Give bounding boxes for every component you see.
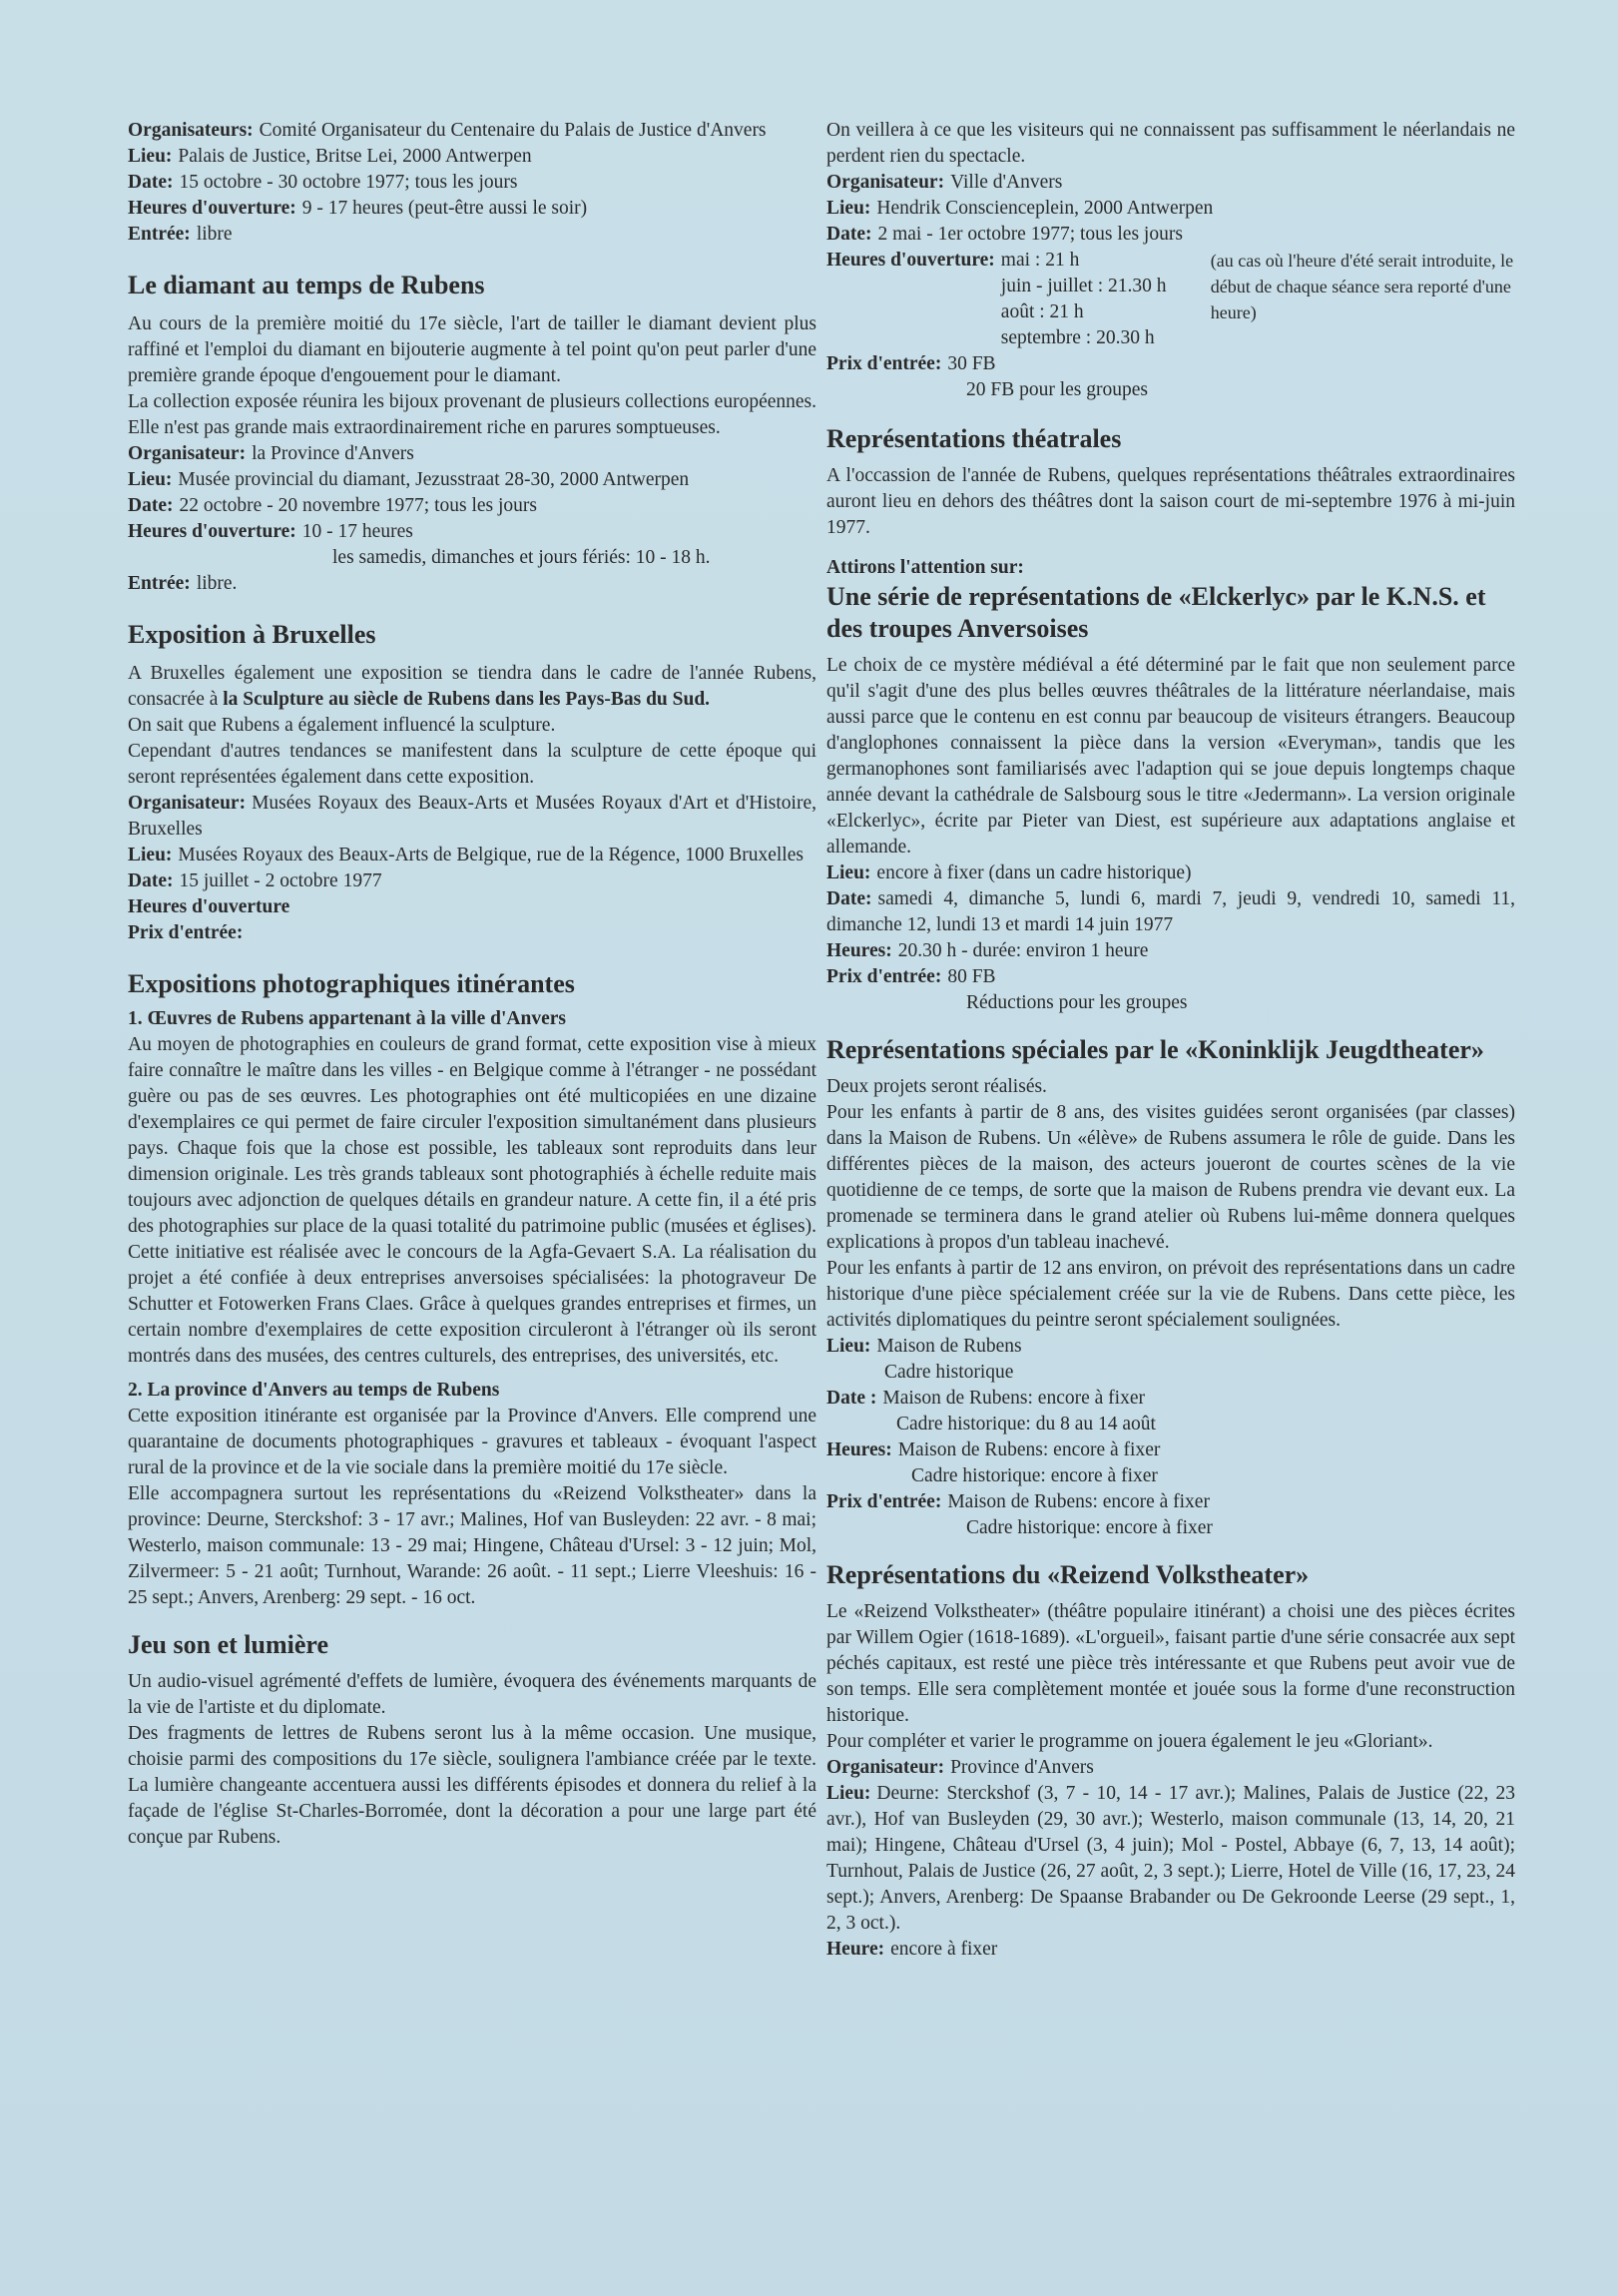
field-value: samedi 4, dimanche 5, lundi 6, mardi 7, jeudi 9, vendredi 10, samedi 11, dimanche 12, lundi 13 et mardi 14 juin 1977 — [826, 888, 1515, 935]
paragraph: On sait que Rubens a également influencé la sculpture. — [128, 715, 556, 736]
section-title-elckerlyc: Une série de représentations de «Elckerlyc» par le K.N.S. et des troupes Anversoises — [826, 582, 1486, 643]
prix-line-2: Cadre historique: encore à fixer — [966, 1517, 1213, 1538]
right-column — [826, 118, 1515, 1963]
field-value: 9 - 17 heures (peut-être aussi le soir) — [301, 198, 588, 219]
field-label: Date: — [128, 172, 174, 193]
heures-line — [128, 519, 816, 545]
date-line — [826, 222, 1515, 248]
field-value: 22 octobre - 20 novembre 1977; tous les jours — [179, 495, 538, 516]
field-value: Province d'Anvers — [950, 1757, 1094, 1778]
field-value: libre. — [196, 573, 238, 594]
heures-line — [128, 196, 816, 222]
subsection-title-1: 1. Œuvres de Rubens appartenant à la ville d'Anvers — [128, 1008, 566, 1029]
field-label: Lieu: — [128, 845, 173, 865]
field-value: Maison de Rubens: encore à fixer — [897, 1439, 1161, 1460]
field-value: encore à fixer — [890, 1939, 998, 1960]
field-label: Date: — [128, 870, 174, 891]
field-value: Maison de Rubens: encore à fixer — [882, 1388, 1145, 1409]
paragraph-text: A Bruxelles également une exposition se tiendra dans le cadre de l'année Rubens, consacrée à — [128, 663, 816, 710]
heures-line — [826, 938, 1515, 964]
lieu-line — [826, 196, 1515, 222]
section-title-jeu-son: Jeu son et lumière — [128, 1630, 328, 1659]
section-title-reizend: Représentations du «Reizend Volkstheater» — [826, 1560, 1310, 1589]
paragraph: Au cours de la première moitié du 17e siècle, l'art de tailler le diamant devient plus raffiné et l'emploi du diamant en bijouterie augmente à tel point qu'on peut parler d'une première grande époque d'engouement pour le diamant. — [128, 313, 816, 386]
field-label: Lieu: — [128, 146, 173, 167]
paragraph: Elle accompagnera surtout les représentations du «Reizend Volkstheater» dans la province: Deurne, Sterckshof: 3 - 17 avr.; Malines, Hof van Busleyden: 22 avr. - 8 mai; Westerlo, maison communale: 13 - 29 mai; Hingene, Château d'Ursel: 3 - 12 juin; Mol, Zilvermeer: 5 - 21 août; Turnhout, Warande: 26 août. - 11 sept.; Lierre Vleeshuis: 16 - 25 sept.; Anvers, Arenberg: 29 sept. - 16 oct. — [128, 1483, 816, 1608]
field-value: Hendrik Conscienceplein, 2000 Antwerpen — [876, 198, 1214, 219]
schedule-line: août : 21 h — [1000, 301, 1084, 322]
paragraph: Le «Reizend Volkstheater» (théâtre populaire itinérant) a choisi une des pièces écrites par Willem Ogier (1618-1689). «L'orgueil», faisant partie d'une série consacrée aux sept péchés capitaux, est resté une pièce très intéressante et que Rubens peut avoir vue de son temps. Elle sera complètement montée et jouée sous la forme d'une reconstruction historique. — [826, 1601, 1515, 1726]
field-label: Entrée: — [128, 573, 191, 594]
paragraph: Au moyen de photographies en couleurs de grand format, cette exposition vise à mieux faire connaître le maître dans les villes - en Belgique comme à l'étranger - ne possédant guère ou pas de ses œuvres. Les photographies ont été multicopiées en une dizaine d'exemplaires ce qui permet de faire circuler l'exposition simultanément dans plusieurs pays. Chaque fois que la chose est possible, les tableaux sont reproduits dans leur dimension originale. Les très grands tableaux sont photographiés à échelle reduite mais toujours avec adjonction de quelques détails en grandeur nature. A cette fin, il a été pris des photographies sur place de la quasi totalité du patrimoine public (musées et églises). Cette initiative est réalisée avec le concours de la Agfa-Gevaert S.A. La réalisation du projet a été confiée à deux entreprises anversoises spécialisées: la photograveur De Schutter et Fotowerken Frans Claes. Grâce à quelques grandes entreprises et firmes, un certain nombre d'exemplaires de cette exposition circuleront à l'étranger où ils seront montrés dans des musées, des centres culturels, des entreprises, des universités, etc. — [128, 1034, 816, 1367]
date-line — [128, 170, 816, 196]
prix-line — [826, 351, 1515, 377]
heures-label: Heures d'ouverture — [128, 896, 290, 917]
section-title-theatrales: Représentations théatrales — [826, 424, 1122, 453]
field-label: Lieu: — [826, 198, 871, 219]
organisateur-line — [826, 1755, 1515, 1781]
organisateur-line — [826, 170, 1515, 196]
lieu-line — [826, 1781, 1515, 1937]
field-value: libre — [196, 224, 233, 245]
paragraph: Un audio-visuel agrémenté d'effets de lumière, évoquera des événements marquants de la vie de l'artiste et du diplomate. — [128, 1671, 816, 1718]
paragraph: Pour compléter et varier le programme on jouera également le jeu «Gloriant». — [826, 1731, 1433, 1752]
date-line — [128, 868, 816, 894]
schedule-line: mai : 21 h — [1000, 250, 1080, 271]
field-value: Ville d'Anvers — [950, 172, 1063, 193]
section-title-photographiques: Expositions photographiques itinérantes — [128, 969, 575, 998]
paragraph: Le choix de ce mystère médiéval a été déterminé par le fait que non seulement parce qu'il s'agit d'une des plus belles œuvres théâtrales de la littérature néerlandaise, mais aussi parce que le contenu en est connu par beaucoup de visiteurs étrangers. Beaucoup d'anglophones connaissent la pièce dans la version «Everyman», tandis que les germanophones sont familiarisés avec l'adaption qui se joue depuis longtemps chaque année devant la cathédrale de Salsbourg sous le titre «Jedermann». La version originale «Elckerlyc», écrite par Pieter van Diest, est supérieure aux adaptations anglaise et allemande. — [826, 655, 1515, 858]
lieu-line-2: Cadre historique — [884, 1362, 1014, 1383]
lieu-line — [826, 861, 1515, 886]
heures-schedule — [1001, 248, 1211, 351]
entree-line — [128, 571, 816, 597]
heures-line-2: Cadre historique: encore à fixer — [911, 1465, 1158, 1486]
field-value: Musées Royaux des Beaux-Arts de Belgique, rue de la Régence, 1000 Bruxelles — [178, 845, 804, 865]
subsection-title-2: 2. La province d'Anvers au temps de Rubens — [128, 1380, 500, 1401]
schedule-note: (au cas où l'heure d'été serait introduite, le début de chaque séance sera reporté d'une heure) — [1210, 251, 1514, 322]
field-label: Organisateur: — [128, 443, 247, 464]
field-label: Heure: — [826, 1939, 885, 1960]
field-label: Lieu: — [128, 469, 173, 490]
paragraph-emphasis: la Sculpture au siècle de Rubens dans les Pays-Bas du Sud. — [223, 689, 711, 710]
prix-line — [826, 1489, 1515, 1515]
field-value: Comité Organisateur du Centenaire du Palais de Justice d'Anvers — [259, 120, 767, 141]
date-line — [128, 493, 816, 519]
lieu-line — [128, 467, 816, 493]
field-label: Heures d'ouverture: — [826, 250, 995, 271]
field-label: Organisateur: — [826, 1757, 945, 1778]
field-value: encore à fixer (dans un cadre historique) — [876, 862, 1192, 883]
section-title-diamant: Le diamant au temps de Rubens — [128, 271, 485, 299]
left-column — [128, 118, 816, 1851]
field-label: Heures d'ouverture: — [128, 198, 296, 219]
field-label: Date: — [826, 224, 872, 245]
schedule-line: juin - juillet : 21.30 h — [1000, 276, 1167, 296]
date-line — [826, 1386, 1515, 1412]
field-value: 15 octobre - 30 octobre 1977; tous les jours — [179, 172, 518, 193]
field-label: Heures: — [826, 1439, 892, 1460]
paragraph: Cette exposition itinérante est organisée par la Province d'Anvers. Elle comprend une quarantaine de documents photographiques - gravures et tableaux - évoquant l'aspect rural de la province et de la vie sociale dans la première moitié du 17e siècle. — [128, 1406, 816, 1478]
field-label: Organisateur: — [128, 793, 247, 814]
paragraph: A l'occassion de l'année de Rubens, quelques représentations théâtrales extraordinaires auront lieu en dehors des théâtres dont la saison court de mi-septembre 1976 à mi-juin 1977. — [826, 465, 1515, 538]
field-value: 2 mai - 1er octobre 1977; tous les jours — [877, 224, 1183, 245]
prix-line-2: 20 FB pour les groupes — [966, 379, 1148, 400]
organisateur-line — [128, 441, 816, 467]
field-label: Organisateur: — [826, 172, 945, 193]
organisateurs-line — [128, 118, 816, 144]
field-label: Heures: — [826, 940, 892, 961]
paragraph: Des fragments de lettres de Rubens seront lus à la même occasion. Une musique, choisie parmi des compositions du 17e siècle, soulignera l'ambiance créée par le texte. La lumière changeante accentuera aussi les différents épisodes et donnera du relief à la façade de l'église St-Charles-Borromée, dont la décoration a pour une large part été conçue par Rubens. — [128, 1723, 816, 1848]
date-line-2: Cadre historique: du 8 au 14 août — [896, 1414, 1156, 1435]
field-value: Musée provincial du diamant, Jezusstraat 28-30, 2000 Antwerpen — [178, 469, 690, 490]
heures-block — [826, 248, 1515, 351]
section-title-jeugdtheater: Représentations spéciales par le «Koninklijk Jeugdtheater» — [826, 1035, 1484, 1064]
field-value: Palais de Justice, Britse Lei, 2000 Antwerpen — [178, 146, 532, 167]
heure-line — [826, 1937, 1515, 1963]
field-value: 80 FB — [947, 966, 996, 987]
paragraph: On veillera à ce que les visiteurs qui ne connaissent pas suffisamment le néerlandais ne perdent rien du spectacle. — [826, 120, 1515, 167]
paragraph: Deux projets seront réalisés. — [826, 1076, 1047, 1097]
field-value: 20.30 h - durée: environ 1 heure — [897, 940, 1149, 961]
field-value: 10 - 17 heures — [301, 521, 413, 542]
field-value: Maison de Rubens — [876, 1336, 1022, 1357]
field-label: Date: — [826, 888, 872, 909]
field-label: Lieu: — [826, 1336, 871, 1357]
entree-line — [128, 222, 816, 248]
paragraph: Cependant d'autres tendances se manifestent dans la sculpture de cette époque qui seront représentées également dans cette exposition. — [128, 741, 816, 788]
schedule-line: septembre : 20.30 h — [1000, 327, 1155, 348]
field-label: Entrée: — [128, 224, 191, 245]
field-label: Prix d'entrée: — [826, 966, 942, 987]
field-label: Prix d'entrée: — [826, 1491, 942, 1512]
field-label: Prix d'entrée: — [826, 353, 942, 374]
field-value: Musées Royaux des Beaux-Arts et Musées Royaux d'Art et d'Histoire, Bruxelles — [128, 793, 816, 840]
lieu-line — [826, 1334, 1515, 1360]
prix-line — [826, 964, 1515, 990]
field-value: 15 juillet - 2 octobre 1977 — [179, 870, 382, 891]
field-value: 30 FB — [947, 353, 996, 374]
date-line — [826, 886, 1515, 938]
field-label: Date : — [826, 1388, 877, 1409]
field-label: Lieu: — [826, 862, 871, 883]
prix-label: Prix d'entrée: — [128, 922, 244, 943]
field-value: Maison de Rubens: encore à fixer — [947, 1491, 1210, 1512]
attention-label: Attirons l'attention sur: — [826, 557, 1024, 578]
field-value: Deurne: Sterckshof (3, 7 - 10, 14 - 17 avr.); Malines, Palais de Justice (22, 23 avr.), Hof van Busleyden (29, 30 avr.); Westerlo, maison communale (13, 14, 20, 21 mai); Hingene, Château d'Ursel (3, 4 juin); Mol - Postel, Abbaye (6, 7, 13, 14 août); Turnhout, Palais de Justice (26, 27 août, 2, 3 sept.); Lierre, Hotel de Ville (16, 17, 23, 24 sept.); Anvers, Arenberg: De Spaanse Brabander ou De Gekroonde Leerse (29 sept., 1, 2, 3 oct.). — [826, 1783, 1515, 1934]
section-title-bruxelles: Exposition à Bruxelles — [128, 620, 376, 649]
paragraph: Pour les enfants à partir de 12 ans environ, on prévoit des représentations dans un cadre historique d'une pièce spécialement créée sur la vie de Rubens. Dans cette pièce, les activités diplomatiques du peintre seront spécialement soulignées. — [826, 1258, 1515, 1331]
paragraph: Pour les enfants à partir de 8 ans, des visites guidées seront organisées (par classes) dans la Maison de Rubens. Un «élève» de Rubens assumera le rôle de guide. Dans les différentes pièces de la maison, des acteurs joueront de courtes scènes de la vie quotidienne de ce temps, de sorte que la maison de Rubens prendra vie devant eux. La promenade se terminera dans le grand atelier où Rubens lui-même donnera quelques explications à propos d'un tableau inachevé. — [826, 1102, 1515, 1253]
field-value: la Province d'Anvers — [252, 443, 414, 464]
prix-line-2: Réductions pour les groupes — [966, 992, 1188, 1013]
field-label: Organisateurs: — [128, 120, 254, 141]
lieu-line — [128, 144, 816, 170]
organisateur-line — [128, 791, 816, 843]
heures-line-2: les samedis, dimanches et jours fériés: 10 - 18 h. — [332, 547, 711, 568]
field-label: Date: — [128, 495, 174, 516]
paragraph: La collection exposée réunira les bijoux provenant de plusieurs collections européennes. Elle n'est pas grande mais extraordinairement riche en parures somptueuses. — [128, 391, 816, 438]
lieu-line — [128, 843, 816, 868]
paragraph — [128, 661, 816, 713]
field-label: Lieu: — [826, 1783, 871, 1804]
heures-line — [826, 1437, 1515, 1463]
field-label: Heures d'ouverture: — [128, 521, 296, 542]
